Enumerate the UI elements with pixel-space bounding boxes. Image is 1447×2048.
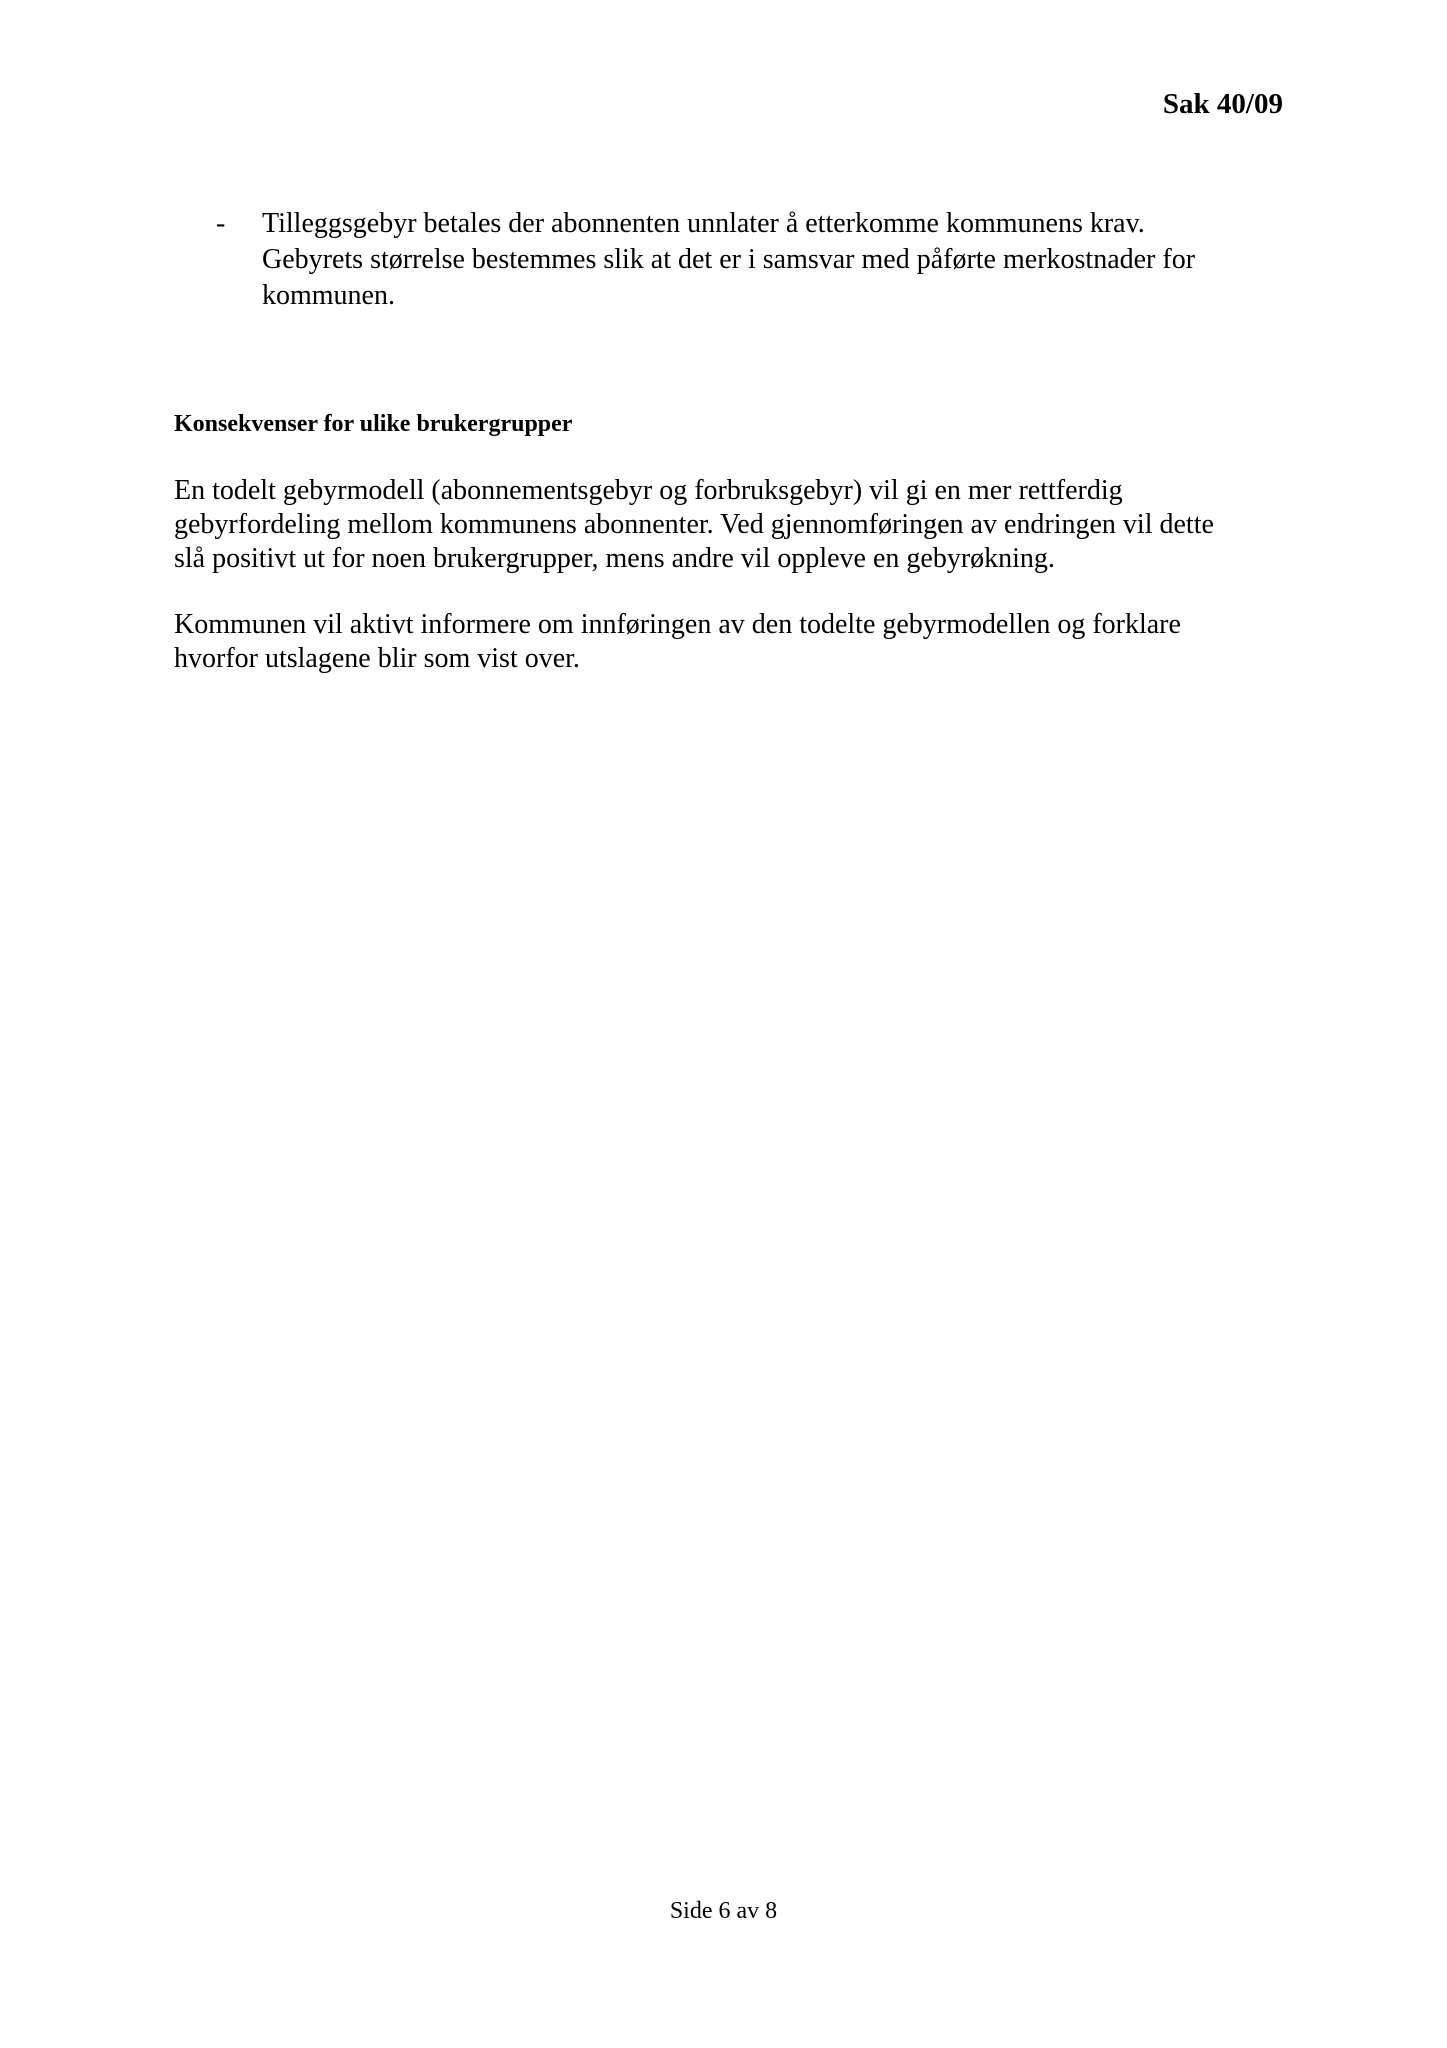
paragraph-line: Kommunen vil aktivt informere om innføringen av den todelte gebyrmodellen og forklare bbox=[174, 609, 1181, 640]
bullet-text-line: kommunen. bbox=[262, 280, 395, 311]
bullet-list bbox=[216, 206, 1296, 314]
paragraph-line: slå positivt ut for noen brukergrupper, mens andre vil oppleve en gebyrøkning. bbox=[174, 543, 1055, 574]
page-number: Side 6 av 8 bbox=[669, 1898, 778, 1924]
bullet-text-line: Gebyrets størrelse bestemmes slik at det er i samsvar med påførte merkostnader for bbox=[262, 244, 1196, 275]
body-paragraph bbox=[174, 474, 1214, 576]
paragraph-line: hvorfor utslagene blir som vist over. bbox=[174, 643, 580, 674]
section-heading: Konsekvenser for ulike brukergrupper bbox=[174, 411, 573, 437]
case-reference: Sak 40/09 bbox=[1162, 88, 1283, 120]
body-paragraph bbox=[174, 608, 1181, 676]
bullet-text-line: Tilleggsgebyr betales der abonnenten unnlater å etterkomme kommunens krav. bbox=[262, 208, 1145, 239]
bullet-dash: - bbox=[216, 208, 226, 239]
list-item bbox=[216, 206, 1296, 314]
paragraph-line: En todelt gebyrmodell (abonnementsgebyr og forbruksgebyr) vil gi en mer rettferdig bbox=[174, 475, 1123, 506]
paragraph-line: gebyrfordeling mellom kommunens abonnenter. Ved gjennomføringen av endringen vil dette bbox=[174, 509, 1214, 540]
